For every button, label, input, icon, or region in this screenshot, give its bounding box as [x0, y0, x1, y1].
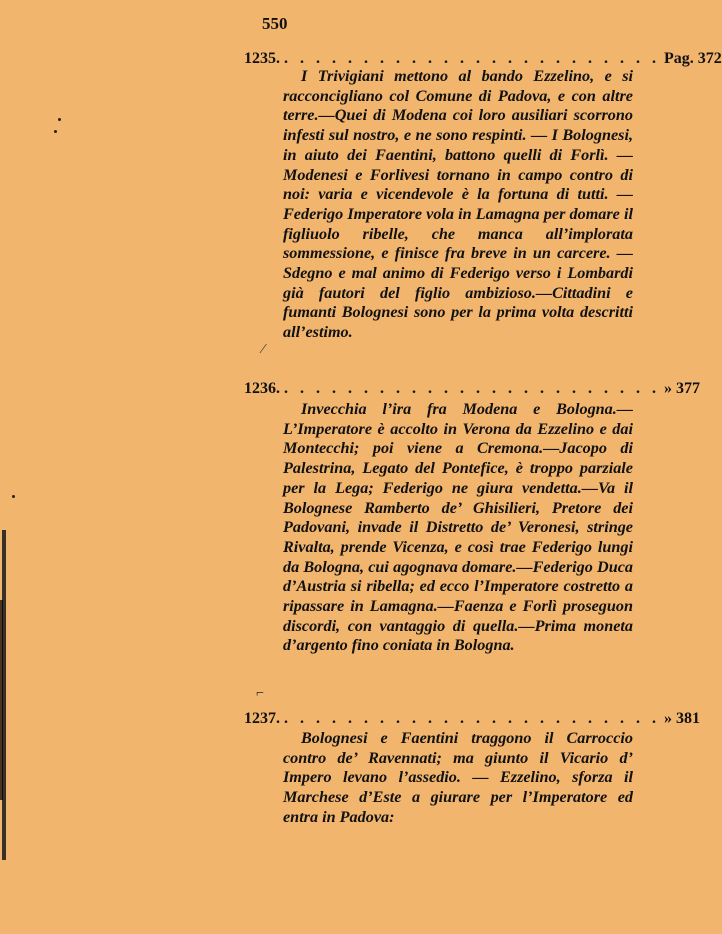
- toc-entry-header: [244, 380, 700, 398]
- leader-dots: . . . . . . . . . . . . . . . . . . . . . . . .: [284, 380, 660, 397]
- paper-speck: [58, 118, 61, 121]
- entry-summary: [283, 400, 633, 656]
- entry-year: 1237.: [244, 710, 280, 727]
- page-reference: Pag. 372: [664, 50, 722, 67]
- page-reference: » 381: [664, 710, 700, 727]
- paper-speck: [54, 130, 57, 133]
- binding-edge-shadow: [0, 600, 3, 800]
- entry-year: 1235.: [244, 50, 280, 67]
- leader-dots: . . . . . . . . . . . . . . . . . . . . . . . .: [284, 710, 660, 727]
- entry-summary: [283, 729, 633, 828]
- entry-paragraph: I Trivigiani mettono al bando Ezzelino, e si racconcigliano col Comune di Padova, e con altre terre.—Quei di Modena coi loro ausiliari scorrono infesti sul nostro, e ne sono respinti. — I Bolognesi, in aiuto dei Faentini, battono quelli di Forlì. — Modenesi e Forlivesi tornano in campo contro di noi: varia e vicendevole è la fortuna di tutti. — Federigo Imperatore vola in Lamagna per domare il figliuolo ribelle, che manca all’implorata sommessione, e finisce fra breve in un carcere. — Sdegno e mal animo di Federigo verso i Lombardi già fautori del figlio ambizioso.—Cittadini e fumanti Bolognesi sono per la prima volta descritti all’estimo.: [283, 67, 633, 342]
- leader-dots: . . . . . . . . . . . . . . . . . . . . . . . .: [284, 50, 660, 67]
- paper-speck: [12, 495, 15, 498]
- entry-year: 1236.: [244, 380, 280, 397]
- page-number: 550: [262, 14, 288, 33]
- margin-pencil-mark: ⌐: [256, 686, 264, 701]
- entry-paragraph: Invecchia l’ira fra Modena e Bologna.— L’Imperatore è accolto in Verona da Ezzelino e dai Montecchi; poi viene a Cremona.—Jacopo di Palestrina, Legato del Pontefice, è troppo parziale per la Lega; Federigo ne giura vendetta.—Va il Bolognese Ramberto de’ Ghisilieri, Pretore dei Padovani, invade il Distretto de’ Veronesi, stringe Rivalta, prende Vicenza, e così trae Federigo lungi da Bologna, cui agognava domare.—Federigo Duca d’Austria si ribella; ed ecco l’Imperatore costretto a ripassare in Lamagna.—Faenza e Forlì proseguon discordi, con vantaggio di quella.—Prima moneta d’argento fino coniata in Bologna.: [283, 400, 633, 655]
- margin-pencil-mark: ⁄: [262, 342, 265, 357]
- toc-entry-header: [244, 710, 700, 728]
- entry-paragraph: Bolognesi e Faentini traggono il Carroccio contro de’ Ravennati; ma giunto il Vicario d’ Impero levano l’assedio. — Ezzelino, sforza il Marchese d’Este a giurare per l’Imperatore ed entra in Padova:: [283, 729, 633, 826]
- toc-entry-header: [244, 50, 722, 68]
- entry-summary: [283, 67, 633, 343]
- page-reference: » 377: [664, 380, 700, 397]
